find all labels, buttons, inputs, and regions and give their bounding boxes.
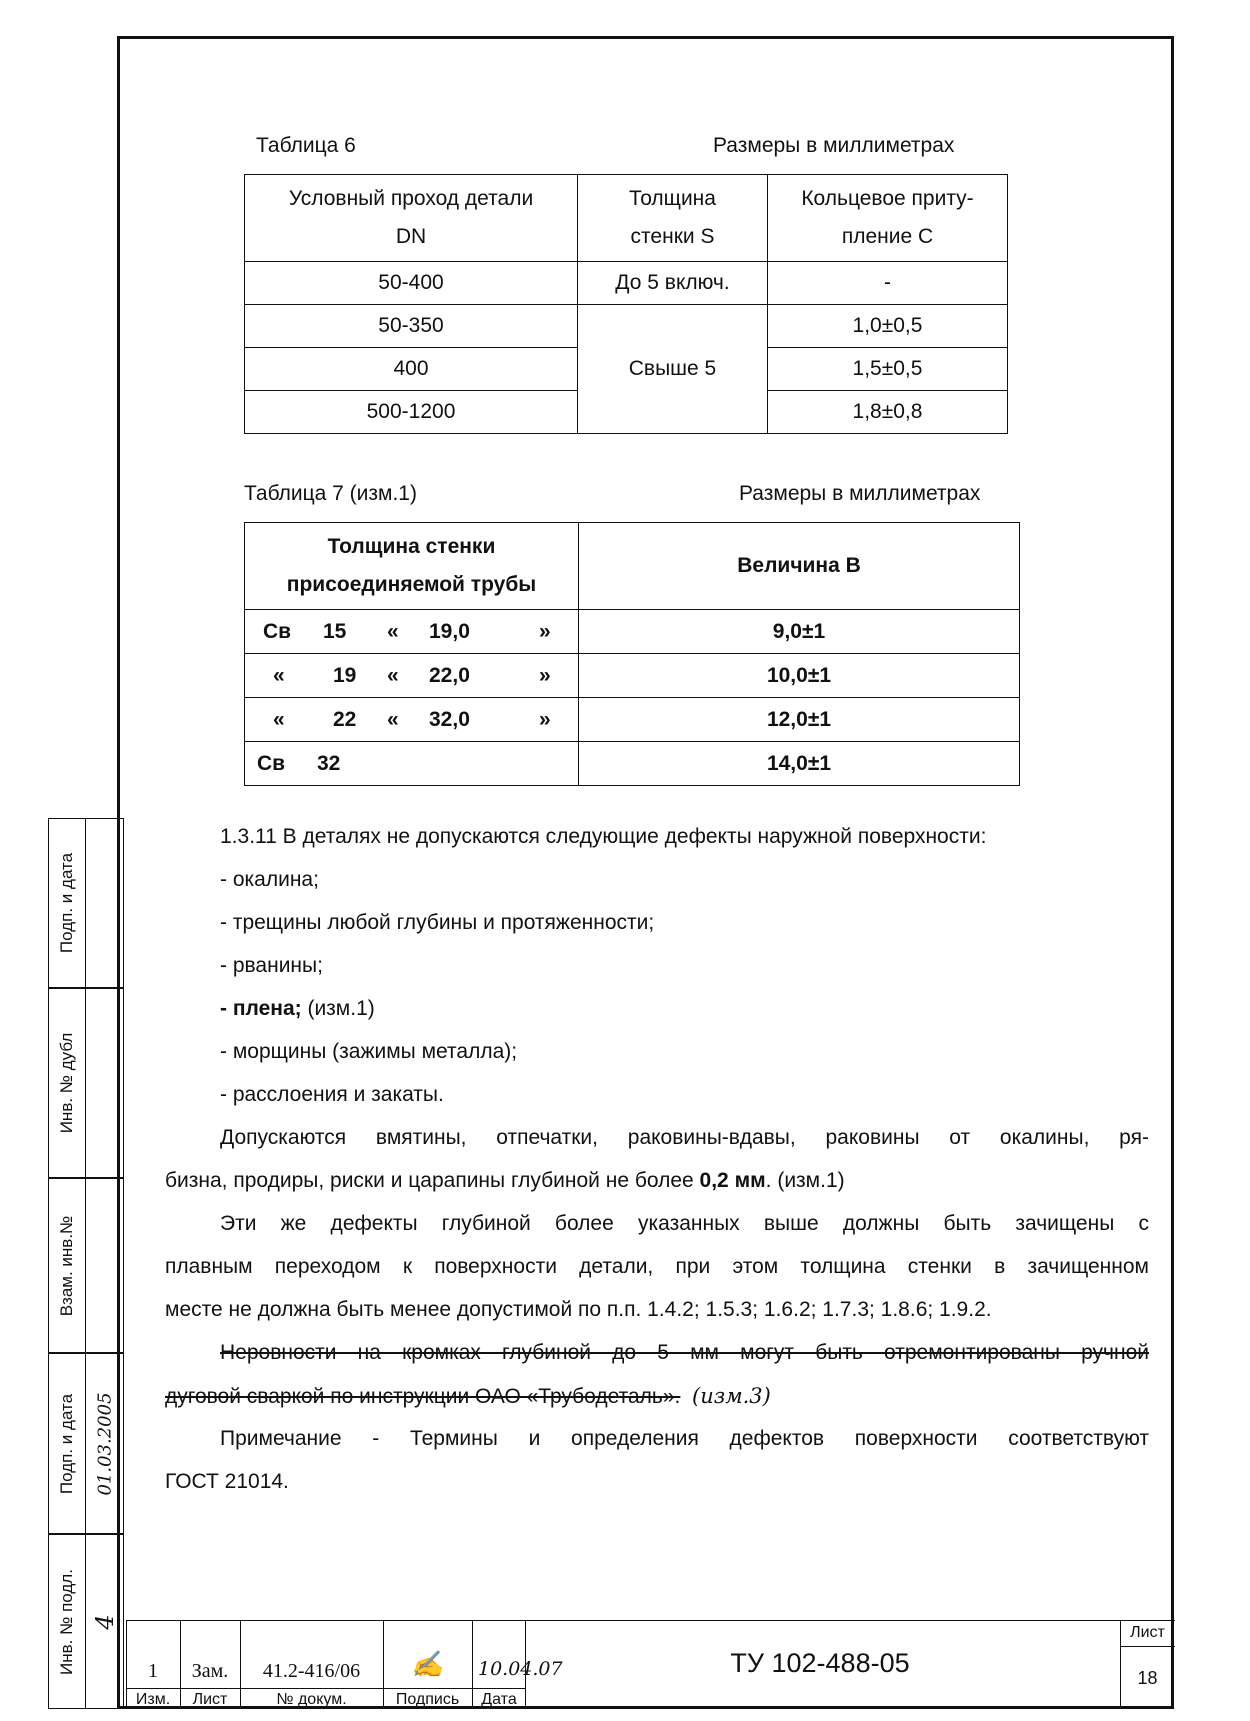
table-cell: До 5 включ.: [578, 262, 768, 305]
table7-caption: Таблица 7 (изм.1): [244, 482, 417, 505]
margin-cell: [86, 988, 124, 1178]
table-cell: 50-400: [245, 262, 578, 305]
paragraph-defects-line-1: Эти же дефекты глубиной более указанных выше должны быть зачищены с: [220, 1212, 1149, 1235]
table-cell: Св 15 « 19,0 »: [245, 610, 579, 654]
margin-cell: Инв. № дубл: [48, 988, 86, 1178]
table-cell: 1,0±0,5: [768, 305, 1008, 348]
paragraph-defects-line-3: месте не должна быть менее допустимой по п.п. 1.4.2; 1.5.3; 1.6.2; 1.7.3; 1.8.6; 1.9.2.: [165, 1298, 992, 1321]
table-cell: -: [768, 262, 1008, 305]
paragraph-1-3-11: 1.3.11 В деталях не допускаются следующие дефекты наружной поверхности:: [220, 825, 987, 848]
list-item: - окалина;: [220, 868, 319, 891]
label-date: Дата: [481, 1691, 517, 1708]
sheet-label: Лист: [1130, 1624, 1165, 1641]
label-izm: Изм.: [135, 1691, 171, 1708]
table6-header-c: Кольцевое приту- пление С: [768, 175, 1008, 262]
table-cell: 400: [245, 348, 578, 391]
list-item: - расслоения и закаты.: [220, 1083, 444, 1106]
table7-header-right: Величина В: [579, 523, 1020, 610]
margin-cell: Подп. и дата: [48, 1353, 86, 1534]
struck-paragraph-line-1: Неровности на кромках глубиной до 5 мм могут быть отремонтированы ручной: [220, 1341, 1149, 1364]
margin-cell: Подп. и дата: [48, 818, 86, 988]
table6-header-dn: Условный проход детали DN: [245, 175, 578, 262]
table-cell: Св 32: [245, 742, 579, 786]
handwritten-date: 01.03.2005: [94, 1391, 115, 1496]
margin-cell: [86, 1353, 124, 1534]
label-signature: Подпись: [395, 1691, 460, 1708]
table6: [244, 174, 1008, 434]
document-number: 41.2-416/06: [262, 1660, 361, 1682]
list-item: - морщины (зажимы металла);: [220, 1040, 518, 1063]
note-line-1: Примечание - Термины и определения дефектов поверхности соответствуют: [220, 1427, 1149, 1450]
revision-type: Зам.: [191, 1660, 229, 1682]
table-cell: 9,0±1: [579, 610, 1020, 654]
margin-cell: 4: [86, 1534, 124, 1709]
paragraph-allowed-line-1: Допускаются вмятины, отпечатки, раковины-вдавы, раковины от окалины, ря-: [220, 1126, 1149, 1149]
table-cell: « 19 « 22,0 »: [245, 654, 579, 698]
table-cell: 50-350: [245, 305, 578, 348]
table-cell: 1,5±0,5: [768, 348, 1008, 391]
table-cell: Свыше 5: [578, 305, 768, 434]
table-cell: 500-1200: [245, 391, 578, 434]
signature: ✍: [411, 1650, 444, 1680]
table-cell: 1,8±0,8: [768, 391, 1008, 434]
document-code: ТУ 102-488-05: [730, 1648, 910, 1678]
paragraph-allowed-line-2: бизна, продиры, риски и царапины глубиной не более 0,2 мм. (изм.1): [165, 1169, 845, 1192]
margin-cell: [86, 1178, 124, 1353]
table6-header-s: Толщина стенки S: [578, 175, 768, 262]
list-item: - трещины любой глубины и протяженности;: [220, 911, 655, 934]
list-item: - рванины;: [220, 954, 323, 977]
sheet-number: 18: [1137, 1668, 1158, 1688]
revision-number: 1: [148, 1660, 158, 1682]
table7: [244, 522, 1020, 786]
margin-cell: [86, 818, 124, 988]
note-line-2: ГОСТ 21014.: [165, 1470, 289, 1493]
table-cell: « 22 « 32,0 »: [245, 698, 579, 742]
margin-cell: Инв. № подл.: [48, 1534, 86, 1709]
table-cell: 14,0±1: [579, 742, 1020, 786]
margin-stamp: [48, 818, 124, 1709]
signature-date: 10.04.07: [478, 1658, 563, 1680]
handwritten-note: (изм.3): [692, 1384, 771, 1408]
table6-caption: Таблица 6: [256, 134, 356, 157]
label-doc-num: № докум.: [276, 1691, 347, 1708]
table-cell: 12,0±1: [579, 698, 1020, 742]
margin-cell: Взам. инв.№: [48, 1178, 86, 1353]
table7-header-left: Толщина стенки присоединяемой трубы: [245, 523, 579, 610]
paragraph-defects-line-2: плавным переходом к поверхности детали, при этом толщина стенки в зачищенном: [165, 1255, 1149, 1278]
table-cell: 10,0±1: [579, 654, 1020, 698]
table6-units: Размеры в миллиметрах: [713, 134, 955, 157]
struck-paragraph-line-2: дуговой сваркой по инструкции ОАО «Трубодеталь». (изм.3): [165, 1384, 771, 1408]
table7-units: Размеры в миллиметрах: [739, 482, 981, 505]
label-list: Лист: [192, 1691, 228, 1708]
list-item: - плена; (изм.1): [220, 997, 375, 1020]
